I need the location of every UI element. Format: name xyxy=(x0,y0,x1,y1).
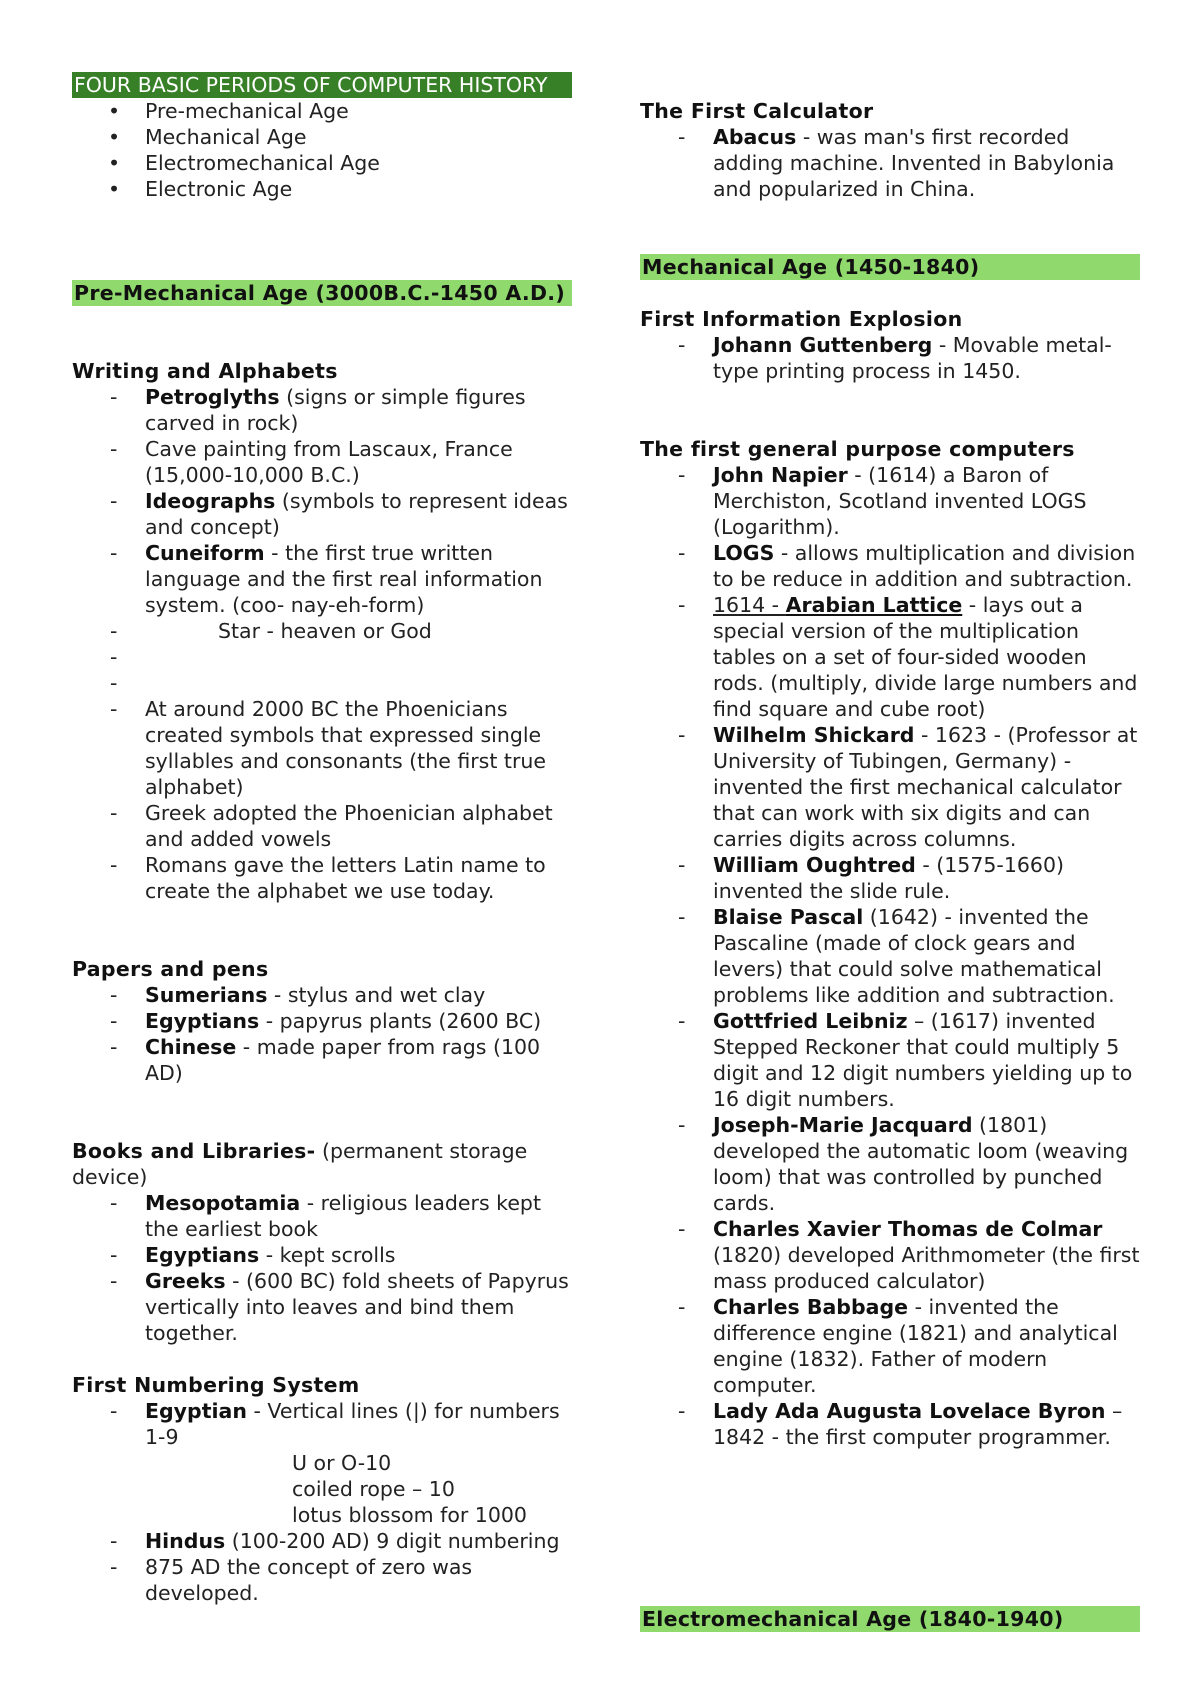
numbering-list-2 xyxy=(72,1528,572,1606)
list-item: - Ideographs (symbols to represent ideas and concept) xyxy=(72,488,572,540)
periods-section xyxy=(72,72,572,202)
premech-heading: Pre-Mechanical Age (3000B.C.-1450 A.D.) xyxy=(72,280,572,306)
books-section xyxy=(72,1138,572,1346)
list-item: - Egyptians - papyrus plants (2600 BC) xyxy=(72,1008,572,1034)
numbering-subline: U or O-10 xyxy=(292,1451,392,1475)
list-item: - Egyptian - Vertical lines (|) for numbers 1-9 xyxy=(72,1398,572,1450)
list-item: - Joseph-Marie Jacquard (1801) developed the automatic loom (weaving loom) that was controlled by punched cards. xyxy=(640,1112,1140,1216)
general-section xyxy=(640,436,1140,1450)
list-item: - William Oughtred - (1575-1660) invented the slide rule. xyxy=(640,852,1140,904)
list-item: - Chinese - made paper from rags (100 AD) xyxy=(72,1034,572,1086)
writing-heading: Writing and Alphabets xyxy=(72,359,338,383)
list-item: - Johann Guttenberg - Movable metal- type printing process in 1450. xyxy=(640,332,1140,384)
numbering-list xyxy=(72,1398,572,1450)
list-item: - Cuneiform - the first true written language and the first real information system. (coo- nay-eh-form) xyxy=(72,540,572,618)
mech-section xyxy=(640,254,1140,280)
list-item: - 1614 - Arabian Lattice - lays out a special version of the multiplication tables on a set of four-sided wooden rods. (multiply, divide large numbers and find square and cube root) xyxy=(640,592,1140,722)
calc-heading: The First Calculator xyxy=(640,99,874,123)
numbering-heading: First Numbering System xyxy=(72,1373,360,1397)
explosion-list xyxy=(640,332,1140,384)
general-list xyxy=(640,462,1140,1450)
books-heading: Books and Libraries- (permanent storage device) xyxy=(72,1139,528,1189)
explosion-heading: First Information Explosion xyxy=(640,307,963,331)
list-item: - At around 2000 BC the Phoenicians created symbols that expressed single syllables and consonants (the first true alphabet) xyxy=(72,696,572,800)
premech-section xyxy=(72,280,572,306)
calc-list xyxy=(640,124,1140,202)
list-item: - Hindus (100-200 AD) 9 digit numbering xyxy=(72,1528,572,1554)
list-item-empty xyxy=(72,670,572,696)
calc-section xyxy=(640,98,1140,202)
list-item: - Abacus - was man's first recorded adding machine. Invented in Babylonia and popularized in China. xyxy=(640,124,1140,202)
list-item: - Sumerians - stylus and wet clay xyxy=(72,982,572,1008)
papers-list xyxy=(72,982,572,1086)
list-item: - Gottfried Leibniz – (1617) invented Stepped Reckoner that could multiply 5 digit and 12 digit numbers yielding up to 16 digit numbers. xyxy=(640,1008,1140,1112)
list-item: - Greeks - (600 BC) fold sheets of Papyrus vertically into leaves and bind them together. xyxy=(72,1268,572,1346)
papers-section xyxy=(72,956,572,1086)
list-item: - Mesopotamia - religious leaders kept the earliest book xyxy=(72,1190,572,1242)
list-item: - John Napier - (1614) a Baron of Merchiston, Scotland invented LOGS (Logarithm). xyxy=(640,462,1140,540)
books-list xyxy=(72,1190,572,1346)
list-item: - Wilhelm Shickard - 1623 - (Professor at University of Tubingen, Germany) - invented the first mechanical calculator that can work with six digits and can carries digits across columns. xyxy=(640,722,1140,852)
list-item: - Charles Babbage - invented the difference engine (1821) and analytical engine (1832). Father of modern computer. xyxy=(640,1294,1140,1398)
list-item: - Blaise Pascal (1642) - invented the Pascaline (made of clock gears and levers) that could solve mathematical problems like addition and subtraction. xyxy=(640,904,1140,1008)
list-item: - Egyptians - kept scrolls xyxy=(72,1242,572,1268)
papers-heading: Papers and pens xyxy=(72,957,269,981)
electromech-section xyxy=(640,1606,1140,1632)
list-item: - Star - heaven or God xyxy=(72,618,572,644)
list-item: - Charles Xavier Thomas de Colmar (1820) developed Arithmometer (the first mass produced calculator) xyxy=(640,1216,1140,1294)
explosion-section xyxy=(640,306,1140,384)
list-item: - Lady Ada Augusta Lovelace Byron – 1842 - the first computer programmer. xyxy=(640,1398,1140,1450)
writing-section xyxy=(72,358,572,904)
list-item: - Petroglyths (signs or simple figures carved in rock) xyxy=(72,384,572,436)
general-heading: The first general purpose computers xyxy=(640,437,1075,461)
list-item: - 875 AD the concept of zero was developed. xyxy=(72,1554,572,1606)
numbering-subline: lotus blossom for 1000 xyxy=(292,1503,527,1527)
list-item-empty xyxy=(72,644,572,670)
list-item: • Electromechanical Age xyxy=(72,150,572,176)
list-item: • Electronic Age xyxy=(72,176,572,202)
list-item: • Mechanical Age xyxy=(72,124,572,150)
list-item: - Romans gave the letters Latin name to create the alphabet we use today. xyxy=(72,852,572,904)
mech-heading: Mechanical Age (1450-1840) xyxy=(640,254,1140,280)
periods-heading: FOUR BASIC PERIODS OF COMPUTER HISTORY xyxy=(72,72,572,98)
numbering-section xyxy=(72,1372,572,1606)
list-item: • Pre-mechanical Age xyxy=(72,98,572,124)
writing-list xyxy=(72,384,572,904)
list-item: - Greek adopted the Phoenician alphabet and added vowels xyxy=(72,800,572,852)
periods-list xyxy=(72,98,572,202)
numbering-subline: coiled rope – 10 xyxy=(292,1477,455,1501)
list-item: - Cave painting from Lascaux, France (15,000-10,000 B.C.) xyxy=(72,436,572,488)
list-item: - LOGS - allows multiplication and division to be reduce in addition and subtraction. xyxy=(640,540,1140,592)
electromech-heading: Electromechanical Age (1840-1940) xyxy=(640,1606,1140,1632)
